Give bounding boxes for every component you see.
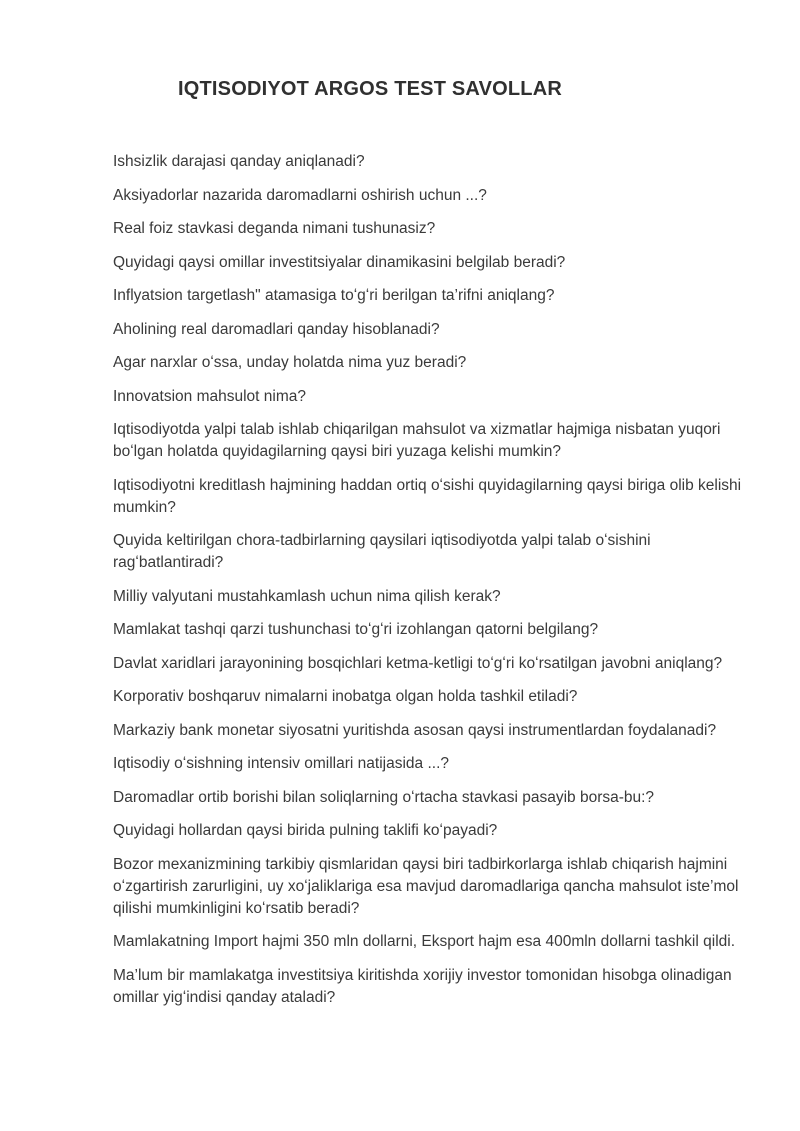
question-15: Korporativ boshqaruv nimalarni inobatga olgan holda tashkil etiladi? [113, 688, 578, 705]
question-12: Milliy valyutani mustahkamlash uchun nima qilish kerak? [113, 587, 501, 605]
question-16: Markaziy bank monetar siyosatni yuritishda asosan qaysi instrumentlardan foydalanadi? [113, 721, 717, 739]
question-3: Real foiz stavkasi deganda nimani tushunasiz? [113, 220, 436, 237]
question-7: Agar narxlar oʻssa, unday holatda nima yuz beradi? [113, 354, 467, 371]
question-10: Iqtisodiyotni kreditlash hajmining haddan ortiq oʻsishi quyidagilarning qaysi biriga olib kelishi mumkin? [113, 476, 742, 516]
question-8: Innovatsion mahsulot nima? [113, 387, 307, 405]
question-19: Quyidagi hollardan qaysi birida pulning taklifi koʻpayadi? [113, 822, 498, 839]
question-17: Iqtisodiy oʻsishning intensiv omillari natijasida ...? [113, 755, 449, 772]
question-5: Inflyatsion targetlash" atamasiga toʻgʻri berilgan ta’rifni aniqlang? [113, 287, 555, 304]
question-11: Quyida keltirilgan chora-tadbirlarning qaysilari iqtisodiyotda yalpi talab oʻsishini ragʻbatlantiradi? [113, 532, 651, 571]
question-list [113, 151, 753, 1009]
question-6: Aholining real daromadlari qanday hisoblanadi? [113, 320, 440, 338]
question-1: Ishsizlik darajasi qanday aniqlanadi? [113, 153, 365, 170]
question-22: Ma’lum bir mamlakatga investitsiya kiritishda xorijiy investor tomonidan hisobga olinadigan omillar yigʻindisi qanday ataladi? [113, 966, 732, 1006]
question-2: Aksiyadorlar nazarida daromadlarni oshirish uchun ...? [113, 186, 487, 204]
question-9: Iqtisodiyotda yalpi talab ishlab chiqarilgan mahsulot va xizmatlar hajmiga nisbatan yuqori boʻlgan holatda quyidagilarning qaysi biri yuzaga kelishi mumkin? [113, 421, 721, 460]
document-title: IQTISODIYOT ARGOS TEST SAVOLLAR [178, 78, 562, 100]
question-13: Mamlakat tashqi qarzi tushunchasi toʻgʻri izohlangan qatorni belgilang? [113, 621, 599, 638]
question-18: Daromadlar ortib borishi bilan soliqlarning oʻrtacha stavkasi pasayib borsa-bu:? [113, 788, 655, 806]
question-20: Bozor mexanizmining tarkibiy qismlaridan qaysi biri tadbirkorlarga ishlab chiqarish hajmini oʻzgartirish zarurligini, uy xoʻjaliklariga esa mavjud daromadlariga qancha mahsulot iste’mol qilishi mumkinligini koʻrsatib beradi? [113, 855, 739, 917]
question-21: Mamlakatning Import hajmi 350 mln dollarni, Eksport hajm esa 400mln dollarni tashkil qildi. [113, 933, 736, 950]
question-14: Davlat xaridlari jarayonining bosqichlari ketma-ketligi toʻgʻri koʻrsatilgan javobni aniqlang? [113, 654, 723, 672]
question-4: Quyidagi qaysi omillar investitsiyalar dinamikasini belgilab beradi? [113, 253, 566, 271]
